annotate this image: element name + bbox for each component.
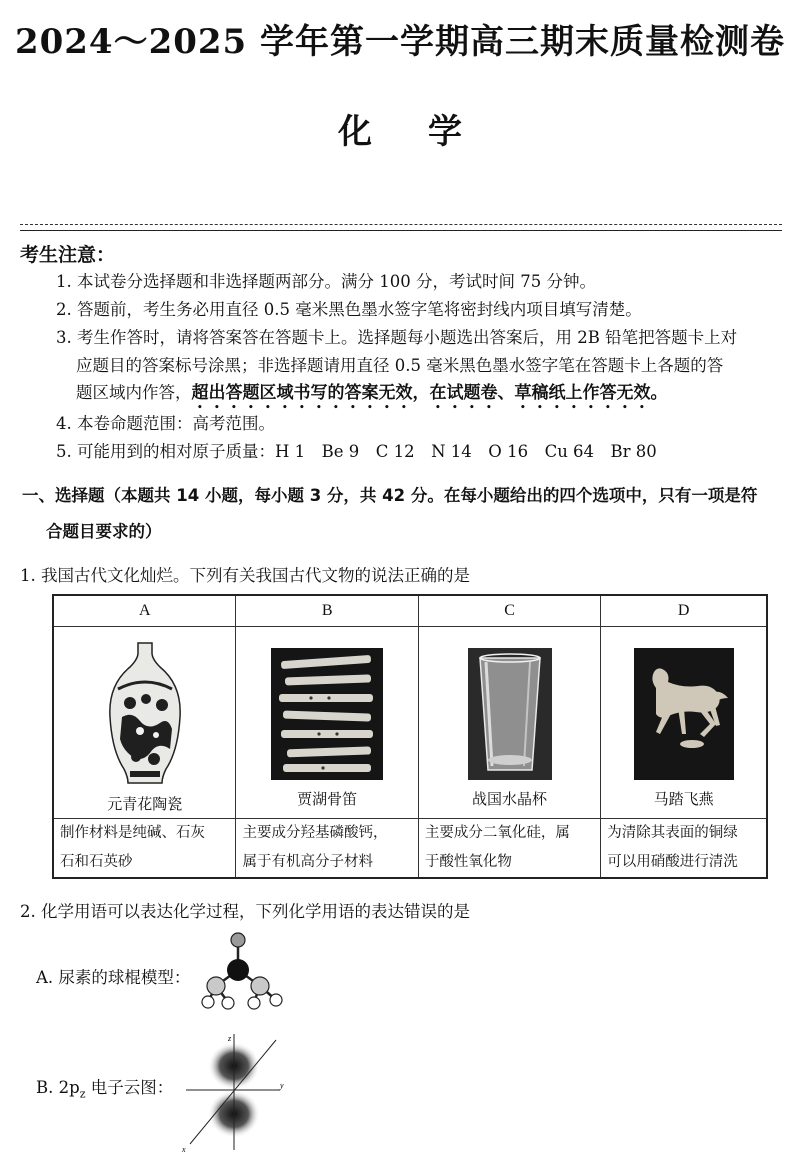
q2-option-b-prefix: B. 2p bbox=[36, 1078, 80, 1097]
option-c-desc-line2: 于酸性氧化物 bbox=[424, 854, 512, 870]
option-a-desc-line2: 石和石英砂 bbox=[60, 854, 133, 870]
crystal-cup-drawing bbox=[468, 648, 552, 780]
q2-option-b-suffix: 电子云图： bbox=[85, 1078, 174, 1097]
2pz-electron-cloud-diagram bbox=[176, 1032, 292, 1154]
options-desc-row bbox=[53, 819, 767, 879]
y-axis-label: y bbox=[280, 1081, 284, 1090]
option-c-caption: 战国水晶杯 bbox=[472, 790, 548, 808]
q2-option-b bbox=[36, 1074, 173, 1100]
notice-item-3-cont: 应题目的答案标号涂黑；非选择题请用直径 0.5 毫米黑色墨水签字笔在答题卡上各题的答 bbox=[76, 356, 724, 375]
option-b-letter: B bbox=[236, 595, 418, 627]
option-c-letter: C bbox=[418, 595, 600, 627]
blue-white-vase-image bbox=[100, 639, 190, 787]
notice-item-3-tail: 题区域内作答， bbox=[76, 383, 192, 402]
option-d-desc-line1: 为清除其表面的铜绿 bbox=[607, 825, 738, 841]
option-a-caption: 元青花陶瓷 bbox=[107, 795, 183, 813]
subject-char-2: 学 bbox=[428, 112, 462, 152]
bone-flute-image bbox=[271, 648, 383, 780]
header-divider-solid bbox=[20, 230, 782, 231]
urea-ball-stick-model bbox=[198, 930, 294, 1012]
option-b-desc-line2: 属于有机高分子材料 bbox=[242, 854, 373, 870]
option-a-desc bbox=[53, 819, 236, 879]
option-d-desc-line2: 可以用硝酸进行清洗 bbox=[607, 854, 738, 870]
notice-item-3-end bbox=[76, 378, 668, 413]
option-c-cell bbox=[418, 627, 600, 819]
question-1-options-table bbox=[52, 594, 768, 879]
notice-heading: 考生注意： bbox=[20, 244, 116, 266]
hydrogen-atom-3 bbox=[248, 997, 260, 1009]
oxygen-atom bbox=[231, 933, 245, 947]
header-divider-dashed bbox=[20, 224, 782, 225]
option-c-desc-line1: 主要成分二氧化硅，属 bbox=[424, 825, 570, 841]
option-d-cell bbox=[601, 627, 767, 819]
flying-horse-image bbox=[634, 648, 734, 780]
exam-title: 2024～2025 学年第一学期高三期末质量检测卷 bbox=[14, 22, 786, 62]
question-1-stem: 1. 我国古代文化灿烂。下列有关我国古代文物的说法正确的是 bbox=[20, 566, 470, 585]
option-a-desc-line1: 制作材料是纯碱、石灰 bbox=[60, 825, 205, 841]
notice-item-5: 5. 可能用到的相对原子质量：H 1 Be 9 C 12 N 14 O 16 Cu 64 Br 80 bbox=[56, 442, 657, 461]
option-d-caption: 马踏飞燕 bbox=[653, 790, 714, 808]
option-a-letter: A bbox=[53, 595, 236, 627]
section-heading-cont: 合题目要求的） bbox=[46, 522, 162, 541]
options-image-row bbox=[53, 627, 767, 819]
notice-item-3: 3. 考生作答时，请将答案答在答题卡上。选择题每小题选出答案后，用 2B 铅笔把答题卡上对 bbox=[56, 328, 738, 347]
option-b-desc bbox=[236, 819, 418, 879]
option-b-desc-line1: 主要成分羟基磷酸钙， bbox=[242, 825, 388, 841]
section-heading: 一、选择题（本题共 14 小题，每小题 3 分，共 42 分。在每小题给出的四个选项中，只有一项是符 bbox=[22, 486, 758, 505]
hydrogen-atom-1 bbox=[202, 996, 214, 1008]
options-header-row bbox=[53, 595, 767, 627]
question-2-stem: 2. 化学用语可以表达化学过程，下列化学用语的表达错误的是 bbox=[20, 902, 470, 921]
option-c-desc bbox=[418, 819, 600, 879]
option-b-caption: 贾湖骨笛 bbox=[297, 790, 358, 808]
subject-char-1: 化 bbox=[338, 112, 372, 152]
subject-title bbox=[0, 104, 800, 153]
x-axis-label: x bbox=[182, 1145, 186, 1154]
q2-option-b-subscript: z bbox=[79, 1087, 86, 1101]
z-axis-label: z bbox=[228, 1034, 232, 1043]
carbon-atom bbox=[227, 959, 249, 981]
option-d-letter: D bbox=[601, 595, 767, 627]
q2-option-a: A. 尿素的球棍模型： bbox=[36, 968, 191, 987]
nitrogen-atom-right bbox=[251, 977, 269, 995]
hydrogen-atom-4 bbox=[270, 994, 282, 1006]
nitrogen-atom-left bbox=[207, 977, 225, 995]
notice-item-4: 4. 本卷命题范围：高考范围。 bbox=[56, 414, 275, 433]
bone-flutes-drawing bbox=[271, 648, 383, 780]
notice-item-2: 2. 答题前，考生务必用直径 0.5 毫米黑色墨水签字笔将密封线内项目填写清楚。 bbox=[56, 300, 642, 319]
notice-item-1: 1. 本试卷分选择题和非选择题两部分。满分 100 分，考试时间 75 分钟。 bbox=[56, 272, 596, 291]
notice-emphasis: 超出答题区域书写的答案无效，在试题卷、草稿纸上作答无效。 bbox=[191, 383, 668, 403]
option-a-cell bbox=[53, 627, 236, 819]
option-b-cell bbox=[236, 627, 418, 819]
crystal-cup-image bbox=[468, 648, 552, 780]
flying-horse-drawing bbox=[634, 648, 734, 780]
hydrogen-atom-2 bbox=[222, 997, 234, 1009]
option-d-desc bbox=[601, 819, 767, 879]
